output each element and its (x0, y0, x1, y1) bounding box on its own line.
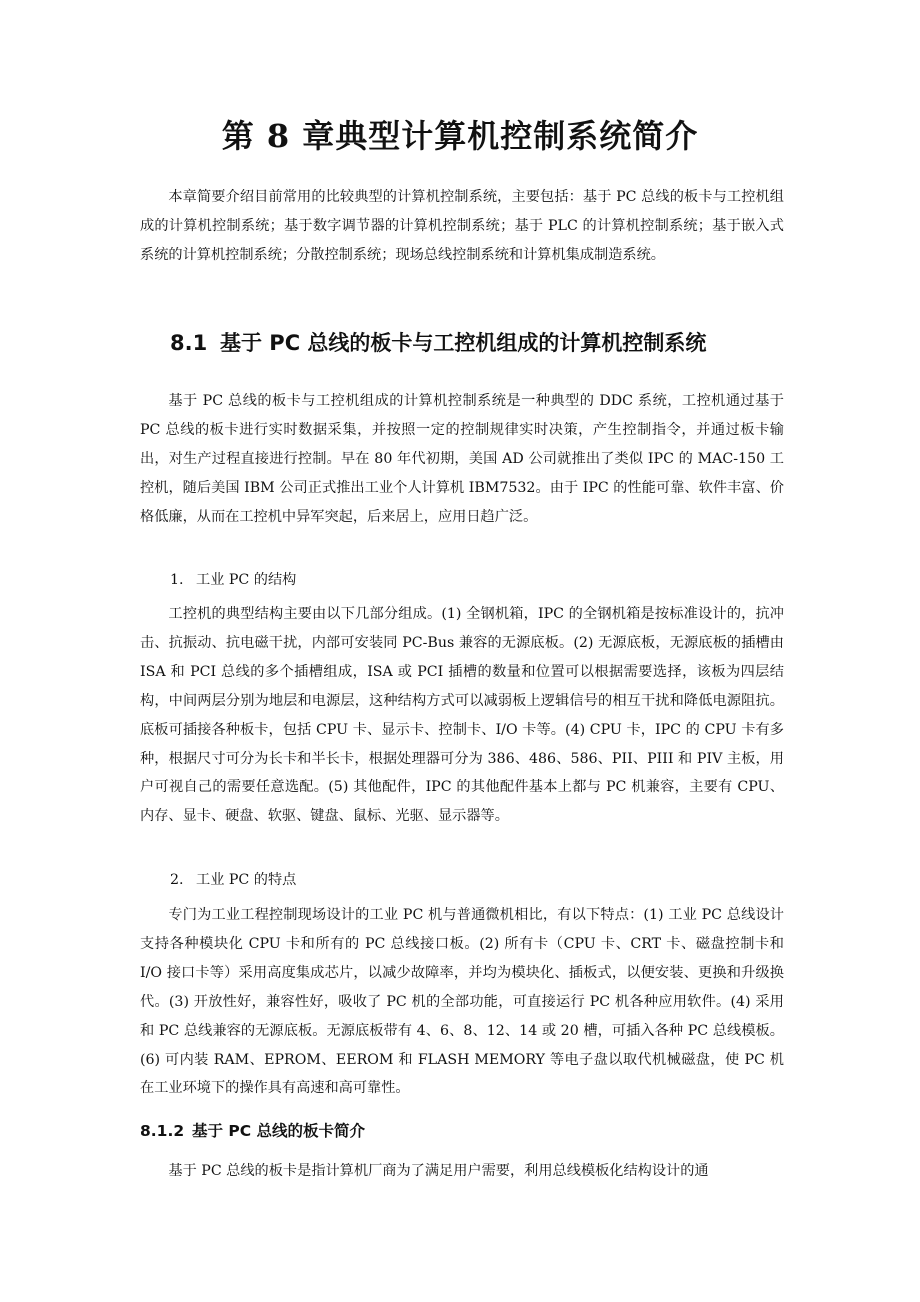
item-heading-features (170, 866, 770, 894)
section-8-1-paragraph: 基于 PC 总线的板卡与工控机组成的计算机控制系统是一种典型的 DDC 系统，工控机通过基于 PC 总线的板卡进行实时数据采集，并按照一定的控制规律实时决策，产生控制指令，并通过板卡输出，对生产过程直接进行控制。早在 80 年代初期，美国 AD 公司就推出了类似 IPC 的 MAC-150 工控机，随后美国 IBM 公司正式推出工业个人计算机 IBM7532。由于 IPC 的性能可靠、软件丰富、价格低廉，从而在工控机中异军突起，后来居上，应用日趋广泛。 (140, 393, 784, 525)
section-8-1-2-paragraph: 基于 PC 总线的板卡是指计算机厂商为了满足用户需要，利用总线模板化结构设计的通 (168, 1163, 709, 1179)
intro-paragraph: 本章简要介绍目前常用的比较典型的计算机控制系统，主要包括：基于 PC 总线的板卡与工控机组成的计算机控制系统；基于数字调节器的计算机控制系统；基于 PLC 的计算机控制系统；基于嵌入式系统的计算机控制系统；分散控制系统；现场总线控制系统和计算机集成制造系统。 (140, 189, 784, 263)
item-heading-structure (170, 566, 770, 594)
section-title-text: 基于 PC 总线的板卡与工控机组成的计算机控制系统 (220, 331, 707, 355)
chapter-title: 第 8 章典型计算机控制系统简介 (221, 117, 699, 155)
section-heading-8-1 (170, 327, 890, 359)
subsection-heading-8-1-2 (140, 1117, 860, 1145)
section-number: 8.1 (170, 331, 208, 355)
item-number: 1. (170, 572, 184, 588)
item-features-paragraph: 专门为工业工程控制现场设计的工业 PC 机与普通微机相比，有以下特点：(1) 工业 PC 总线设计支持各种模块化 CPU 卡和所有的 PC 总线接口板。(2) 所有卡（CPU 卡、CRT 卡、磁盘控制卡和 I/O 接口卡等）采用高度集成芯片，以减少故障率，并均为模块化、插板式，以便安装、更换和升级换代。(3) 开放性好，兼容性好，吸收了 PC 机的全部功能，可直接运行 PC 机各种应用软件。(4) 采用和 PC 总线兼容的无源底板。无源底板带有 4、6、8、12、14 或 20 槽，可插入各种 PC 总线模板。(6) 可内装 RAM、EPROM、EEROM 和 FLASH MEMORY 等电子盘以取代机械磁盘，使 PC 机在工业环境下的操作具有高速和高可靠性。 (140, 907, 784, 1097)
item-heading-text: 工业 PC 的结构 (196, 572, 297, 588)
subsection-title-text: 基于 PC 总线的板卡简介 (192, 1122, 366, 1140)
item-number: 2. (170, 872, 184, 888)
item-structure-paragraph: 工控机的典型结构主要由以下几部分组成。(1) 全钢机箱，IPC 的全钢机箱是按标准设计的，抗冲击、抗振动、抗电磁干扰，内部可安装同 PC-Bus 兼容的无源底板。(2) 无源底板，无源底板的插槽由 ISA 和 PCI 总线的多个插槽组成，ISA 或 PCI 插槽的数量和位置可以根据需要选择，该板为四层结构，中间两层分别为地层和电源层，这种结构方式可以减弱板上逻辑信号的相互干扰和降低电源阻抗。底板可插接各种板卡，包括 CPU 卡、显示卡、控制卡、I/O 卡等。(4) CPU 卡，IPC 的 CPU 卡有多种，根据尺寸可分为长卡和半长卡，根据处理器可分为 386、486、586、PII、PIII 和 PIV 主板，用户可视自己的需要任意选配。(5) 其他配件，IPC 的其他配件基本上都与 PC 机兼容，主要有 CPU、内存、显卡、硬盘、软驱、键盘、鼠标、光驱、显示器等。 (140, 606, 784, 825)
item-heading-text: 工业 PC 的特点 (196, 872, 297, 888)
subsection-number: 8.1.2 (140, 1122, 185, 1140)
